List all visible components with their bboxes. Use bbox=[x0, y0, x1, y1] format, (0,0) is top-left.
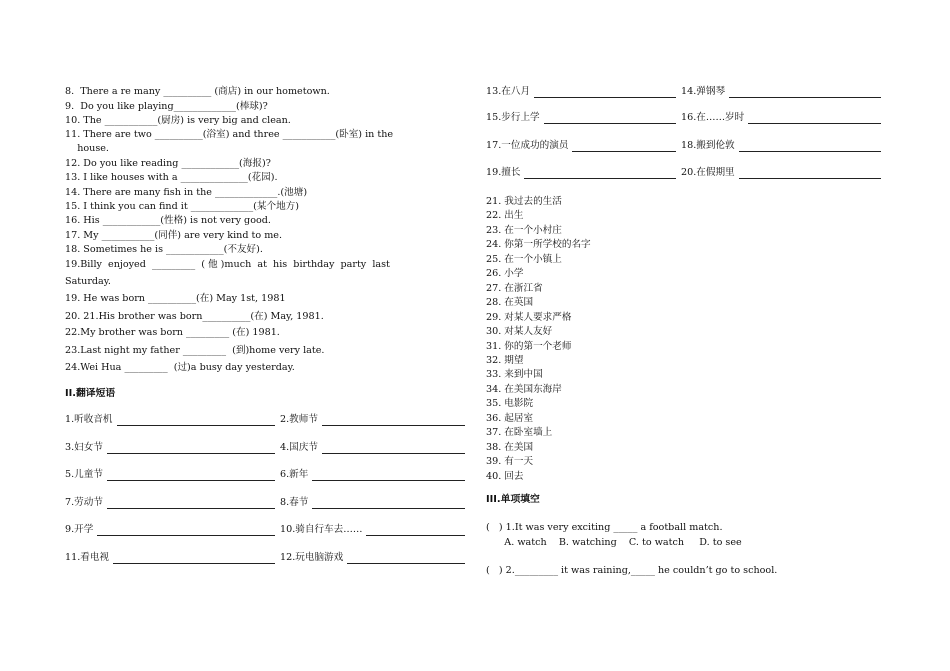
answer-blank[interactable] bbox=[366, 525, 465, 536]
answer-blank[interactable] bbox=[739, 141, 881, 152]
phrase-item bbox=[65, 469, 275, 481]
phrase-item bbox=[486, 86, 676, 98]
answer-blank[interactable] bbox=[322, 443, 465, 454]
phrase-item bbox=[681, 140, 881, 152]
numbered-item: 33. 来到中国 bbox=[486, 369, 543, 381]
numbered-item: 27. 在浙江省 bbox=[486, 282, 543, 294]
exercise-line: 24.Wei Hua _________ (过)a busy day yesterday. bbox=[65, 362, 295, 373]
numbered-item: 30. 对某人友好 bbox=[486, 326, 553, 338]
numbered-item: 26. 小学 bbox=[486, 268, 524, 280]
phrase-label: 7.劳动节 bbox=[65, 497, 103, 508]
phrase-item bbox=[486, 112, 676, 124]
numbered-item: 40. 回去 bbox=[486, 470, 524, 482]
numbered-item: 29. 对某人要求严格 bbox=[486, 311, 572, 323]
phrase-label: 16.在……岁时 bbox=[681, 112, 745, 123]
numbered-item: 28. 在英国 bbox=[486, 297, 534, 309]
answer-blank[interactable] bbox=[534, 87, 676, 98]
numbered-item: 34. 在美国东海岸 bbox=[486, 383, 562, 395]
answer-blank[interactable] bbox=[544, 113, 676, 124]
numbered-item: 31. 你的第一个老师 bbox=[486, 340, 572, 352]
mc-question-2: ( ) 2._________ it was raining,_____ he couldn’t go to school. bbox=[486, 565, 778, 576]
phrase-item bbox=[65, 442, 275, 454]
numbered-item: 32. 期望 bbox=[486, 354, 524, 366]
answer-blank[interactable] bbox=[117, 415, 275, 426]
mc-question-1: ( ) 1.It was very exciting _____ a football match. bbox=[486, 522, 723, 533]
phrase-item bbox=[681, 167, 881, 179]
answer-blank[interactable] bbox=[347, 553, 465, 564]
numbered-item: 23. 在一个小村庄 bbox=[486, 224, 562, 236]
numbered-item: 22. 出生 bbox=[486, 210, 524, 222]
exercise-line: 9. Do you like playing_____________(棒球)? bbox=[65, 101, 268, 112]
exercise-line: 10. The ___________(厨房) is very big and clean. bbox=[65, 115, 291, 126]
answer-blank[interactable] bbox=[113, 553, 275, 564]
exercise-line: 12. Do you like reading ____________(海报)? bbox=[65, 158, 271, 169]
answer-blank[interactable] bbox=[524, 168, 676, 179]
numbered-item: 35. 电影院 bbox=[486, 398, 534, 410]
exercise-line: 17. My ___________(同伴) are very kind to me. bbox=[65, 230, 283, 241]
exercise-line: 22.My brother was born _________ (在) 1981. bbox=[65, 327, 280, 338]
answer-blank[interactable] bbox=[739, 168, 881, 179]
answer-blank[interactable] bbox=[107, 443, 275, 454]
phrase-item bbox=[65, 497, 275, 509]
exercise-line: 16. His ____________(性格) is not very good. bbox=[65, 215, 271, 226]
numbered-item: 21. 我过去的生活 bbox=[486, 196, 562, 207]
phrase-item bbox=[280, 552, 465, 564]
exercise-line: 8. There a re many __________ (商店) in our hometown. bbox=[65, 86, 330, 97]
phrase-label: 5.儿童节 bbox=[65, 469, 103, 480]
phrase-label: 18.搬到伦敦 bbox=[681, 140, 735, 151]
answer-blank[interactable] bbox=[107, 470, 275, 481]
phrase-label: 19.擅长 bbox=[486, 167, 521, 178]
phrase-label: 15.步行上学 bbox=[486, 112, 540, 123]
answer-blank[interactable] bbox=[107, 498, 275, 509]
exercise-line: 18. Sometimes he is ____________(不友好). bbox=[65, 244, 263, 255]
phrase-item bbox=[681, 86, 881, 98]
exercise-line: 13. I like houses with a ______________(花园). bbox=[65, 172, 278, 183]
section-2-title: II.翻译短语 bbox=[65, 388, 116, 399]
answer-blank[interactable] bbox=[97, 525, 275, 536]
phrase-item bbox=[65, 414, 275, 426]
phrase-item bbox=[65, 524, 275, 536]
numbered-item: 36. 起居室 bbox=[486, 412, 534, 424]
exercise-line: 15. I think you can find it _____________(某个地方) bbox=[65, 201, 299, 212]
exercise-line: 23.Last night my father _________ (到)home very late. bbox=[65, 345, 325, 356]
numbered-item: 38. 在美国 bbox=[486, 441, 534, 453]
exercise-line: 11. There are two __________(浴室) and three ___________(卧室) in the bbox=[65, 129, 394, 140]
phrase-label: 4.国庆节 bbox=[280, 442, 318, 453]
phrase-item bbox=[486, 140, 676, 152]
exercise-line: Saturday. bbox=[65, 276, 111, 287]
phrase-item bbox=[280, 524, 465, 536]
mc-question-1-options: A. watch B. watching C. to watch D. to see bbox=[486, 537, 742, 548]
phrase-label: 12.玩电脑游戏 bbox=[280, 552, 344, 563]
phrase-item bbox=[681, 112, 881, 124]
phrase-label: 17.一位成功的演员 bbox=[486, 140, 569, 151]
phrase-label: 10.骑自行车去…… bbox=[280, 524, 363, 535]
answer-blank[interactable] bbox=[322, 415, 465, 426]
phrase-label: 3.妇女节 bbox=[65, 442, 103, 453]
answer-blank[interactable] bbox=[729, 87, 881, 98]
phrase-item bbox=[280, 414, 465, 426]
numbered-item: 39. 有一天 bbox=[486, 456, 534, 468]
phrase-label: 20.在假期里 bbox=[681, 167, 735, 178]
phrase-item bbox=[280, 469, 465, 481]
phrase-item bbox=[65, 552, 275, 564]
exercise-line: 14. There are many fish in the _____________.(池塘) bbox=[65, 187, 308, 198]
phrase-item bbox=[486, 167, 676, 179]
exercise-line: 20. 21.His brother was born__________(在) May, 1981. bbox=[65, 311, 324, 322]
numbered-item: 37. 在卧室墙上 bbox=[486, 427, 553, 439]
answer-blank[interactable] bbox=[748, 113, 881, 124]
answer-blank[interactable] bbox=[312, 498, 465, 509]
phrase-label: 6.新年 bbox=[280, 469, 309, 480]
section-3-title: III.单项填空 bbox=[486, 494, 540, 505]
phrase-label: 13.在八月 bbox=[486, 86, 531, 97]
answer-blank[interactable] bbox=[572, 141, 676, 152]
exercise-line: 19.Billy enjoyed _________ ( 他 )much at his birthday party last bbox=[65, 259, 390, 270]
phrase-label: 14.弹钢琴 bbox=[681, 86, 726, 97]
answer-blank[interactable] bbox=[312, 470, 465, 481]
numbered-item: 25. 在一个小镇上 bbox=[486, 253, 562, 265]
exercise-line: 19. He was born __________(在) May 1st, 1981 bbox=[65, 293, 286, 304]
phrase-label: 1.听收音机 bbox=[65, 414, 113, 425]
phrase-label: 2.教师节 bbox=[280, 414, 318, 425]
phrase-label: 8.春节 bbox=[280, 497, 309, 508]
phrase-label: 9.开学 bbox=[65, 524, 94, 535]
phrase-item bbox=[280, 442, 465, 454]
phrase-label: 11.看电视 bbox=[65, 552, 110, 563]
exercise-line: house. bbox=[65, 143, 109, 154]
numbered-item: 24. 你第一所学校的名字 bbox=[486, 239, 591, 251]
phrase-item bbox=[280, 497, 465, 509]
